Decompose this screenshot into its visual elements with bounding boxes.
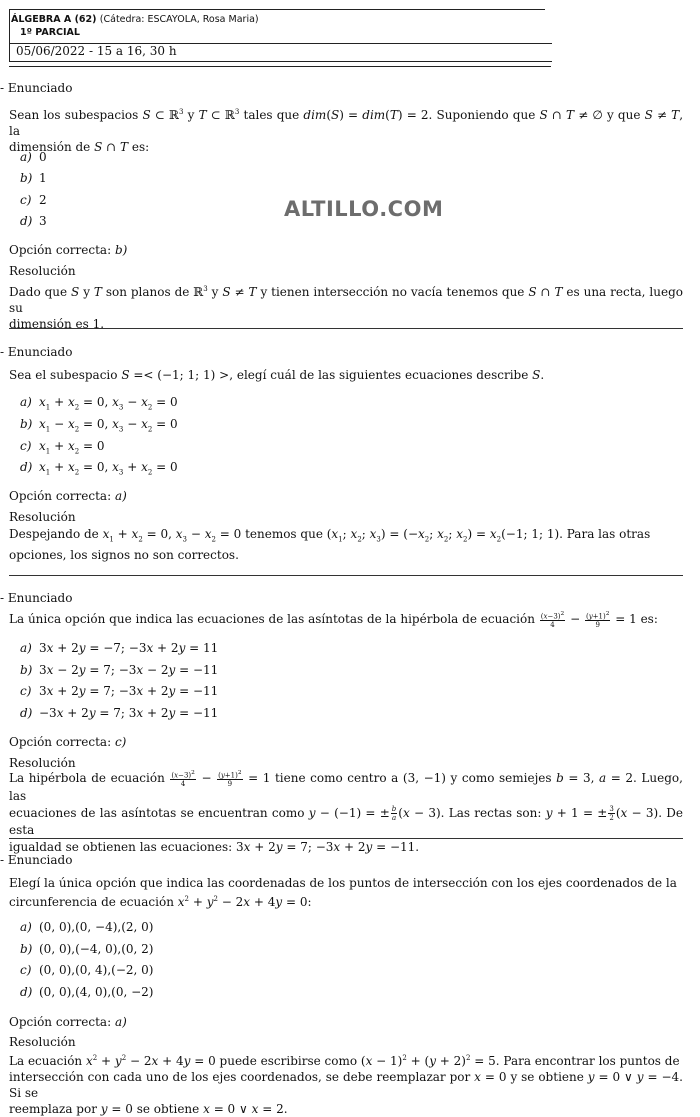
q2-option-b: b) $x_1 - x_2 = 0$, $x_3 - x_2 = 0$ [20,417,178,434]
q3-option-a: a) 3x + 2y = −7; −3x + 2y = 11 [20,641,219,655]
header-divider [9,66,551,67]
q3-resolution: La hipérbola de ecuación $\frac{(x-3)^2}{4}$ − $\frac{(y+1)^2}{9}$ = 1 tiene como centro a (3, −1) y como semiejes b = 3, a = 2. Luego, las ecuaciones de las asíntotas se encuentran como y − (−1) = ± $\frac{b}{a}$ (x − 3). Las rectas son: y + 1 = ± $\frac{3}{2}$ (x − 3). De esta igualdad se obtienen las ecuaciones: 3x + 2y = 7; −3x + 2y = −11. [9,770,683,855]
q4-resolution-heading: Resolución [9,1035,76,1049]
q2-answer: Opción correcta: a) [9,489,127,503]
q1-option-c: c) 2 [20,193,47,207]
q2-option-c: c) $x_1 + x_2 = 0$ [20,439,105,456]
q4-option-d: d) (0, 0),(4, 0),(0, −2) [20,985,154,999]
q1-statement: Sean los subespacios S ⊂ ℝ$^3$ y T ⊂ ℝ$^3$ tales que dim(S) = dim(T) = 2. Suponiendo que S ∩ T ≠ ∅ y que S ≠ T, la dimensión de S ∩ T es: [9,108,684,154]
q3-option-d: d) −3x + 2y = 7; 3x + 2y = −11 [20,706,219,720]
q1-resolution-heading: Resolución [9,264,76,278]
q2-option-d: d) $x_1 + x_2 = 0$, $x_3 + x_2 = 0$ [20,460,178,477]
exam-date: 05/06/2022 - 15 a 16, 30 h [16,44,177,58]
q2-statement: Sea el subespacio S =< (−1; 1; 1) >, elegí cuál de las siguientes ecuaciones describe S. [9,368,545,382]
q4-heading: - Enunciado [0,853,73,867]
q1-answer: Opción correcta: b) [9,243,128,257]
course-title: ÁLGEBRA A (62) (Cátedra: ESCAYOLA, Rosa Maria) [11,14,259,25]
q4-option-a: a) (0, 0),(0, −4),(2, 0) [20,920,154,934]
q1-option-b: b) 1 [20,171,47,185]
q2-resolution-heading: Resolución [9,510,76,524]
q3-option-b: b) 3x − 2y = 7; −3x − 2y = −11 [20,663,219,677]
q2-option-a: a) $x_1 + x_2 = 0$, $x_3 - x_2 = 0$ [20,395,178,412]
q1-heading: - Enunciado [0,81,73,95]
q1-option-d: d) 3 [20,214,47,228]
section-divider-2 [9,575,683,576]
section-divider-3 [9,838,683,839]
q3-option-c: c) 3x + 2y = 7; −3x + 2y = −11 [20,684,219,698]
q4-option-c: c) (0, 0),(0, 4),(−2, 0) [20,963,154,977]
course-chair: (Cátedra: ESCAYOLA, Rosa Maria) [99,14,259,25]
q3-resolution-heading: Resolución [9,756,76,770]
q4-statement: Elegí la única opción que indica las coordenadas de los puntos de intersección con los ejes coordenados de la circunferencia de ecuación $x^2 + y^2 - 2x + 4y = 0$: [9,876,677,909]
q1-resolution: Dado que S y T son planos de ℝ$^3$ y S ≠ T y tienen intersección no vacía tenemos que S ∩ T es una recta, luego su dimensión es 1. [9,285,683,331]
q4-answer: Opción correcta: a) [9,1015,127,1029]
q3-heading: - Enunciado [0,591,73,605]
q3-statement: La única opción que indica las ecuaciones de las asíntotas de la hipérbola de ecuación $\frac{(x-3)^2}{4}$ − $\frac{(y+1)^2}{9}$ = 1 es: [9,611,658,630]
q1-option-a: a) 0 [20,150,47,164]
q3-answer: Opción correcta: c) [9,735,127,749]
q2-resolution: Despejando de $x_1 + x_2 = 0$, $x_3 - x_2 = 0$ tenemos que ($x_1$; $x_2$; $x_3) = (-x_2$; $x_2$; $x_2) = x_2(-1$; 1; 1). Para las otras opciones, los signos no son correctos. [9,527,651,563]
q4-resolution: La ecuación $x^2 + y^2 - 2x + 4y = 0$ puede escribirse como $(x - 1)^2 + (y + 2)^2 = 5$. Para encontrar los puntos de intersección con cada uno de los ejes coordenados, se debe reemplazar por x = 0 y se obtiene y = 0 ∨ y = −4. Si se reemplaza por y = 0 se obtiene x = 0 ∨ x = 2. [9,1054,683,1116]
q2-heading: - Enunciado [0,345,73,359]
section-divider-1 [9,328,683,329]
exam-title: 1º PARCIAL [20,27,80,38]
q4-option-b: b) (0, 0),(−4, 0),(0, 2) [20,942,154,956]
watermark: ALTILLO.COM [284,197,444,221]
